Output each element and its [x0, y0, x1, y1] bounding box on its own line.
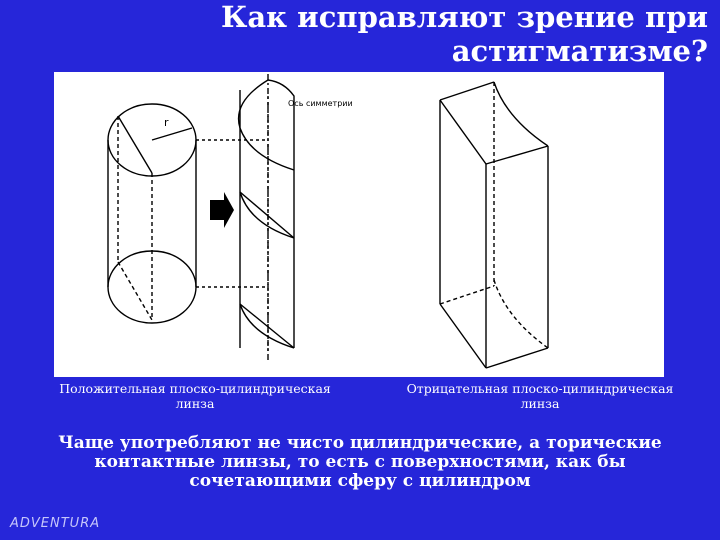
slide-title-line-2: астигматизме? — [451, 34, 708, 68]
negative-lens-caption-line-1: Отрицательная плоско-цилиндрическая — [406, 381, 674, 396]
symmetry-axis-label: Ось симметрии — [288, 99, 353, 108]
summary-line-1: Чаще употребляют не чисто цилиндрические, а торические — [58, 433, 662, 453]
radius-label: r — [164, 116, 169, 129]
lens-diagram-drawing — [54, 72, 664, 377]
positive-lens-caption-line-1: Положительная плоско-цилиндрическая — [59, 381, 331, 396]
summary-line-3: сочетающими сферу с цилиндром — [189, 471, 531, 491]
negative-lens-drawing — [440, 82, 548, 368]
slide-title — [148, 0, 708, 68]
summary-text — [0, 434, 720, 491]
summary-line-2: контактные линзы, то есть с поверхностями, как бы — [94, 452, 626, 472]
brand-logo: ADVENTURA — [10, 516, 101, 531]
negative-lens-caption — [380, 381, 700, 411]
arrow-icon — [210, 192, 234, 228]
positive-lens-drawing — [239, 74, 294, 362]
cylinder-drawing — [108, 104, 266, 323]
slide-title-line-1: Как исправляют зрение при — [220, 0, 708, 34]
negative-lens-caption-line-2: линза — [520, 396, 560, 411]
positive-lens-caption-line-2: линза — [175, 396, 215, 411]
lens-diagram — [54, 72, 664, 377]
positive-lens-caption — [20, 381, 370, 411]
